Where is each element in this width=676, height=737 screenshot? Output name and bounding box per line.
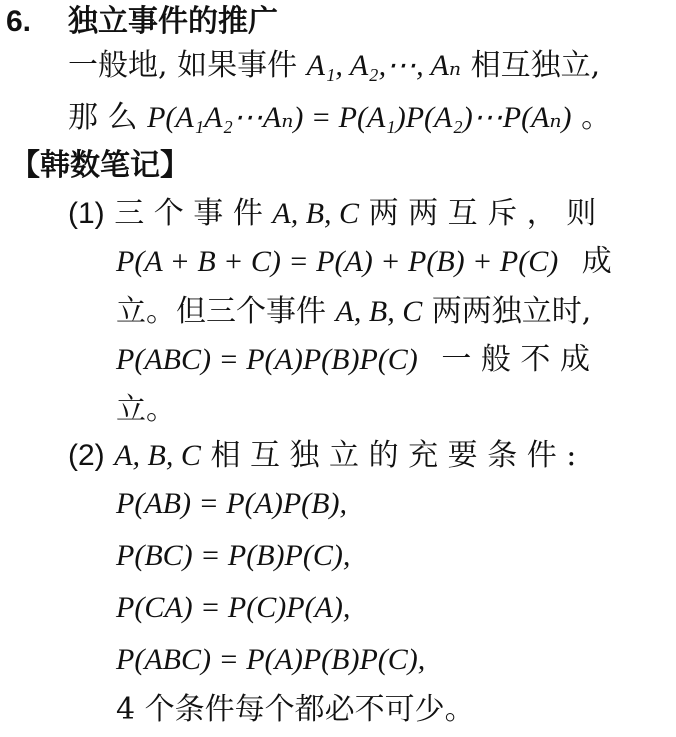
section-title: 独立事件的推广 (68, 4, 278, 39)
note-item1-l2-math: P(A + B + C) = P(A) + P(B) + P(C) (116, 245, 559, 278)
note-item2-conclusion: 4 个条件每个都必不可少。 (116, 692, 475, 727)
note-item2-eq3: P(CA) = P(C)P(A), (116, 591, 351, 624)
section-line2-head: 那 么 (68, 100, 138, 135)
note-item2-eq4: P(ABC) = P(A)P(B)P(C), (116, 643, 426, 676)
note-item1-l4-math: P(ABC) = P(A)P(B)P(C) (116, 343, 418, 376)
note-item2-eq2: P(BC) = P(B)P(C), (116, 539, 351, 572)
note-item1-l3-tail: 两两独立时, (431, 294, 592, 329)
note-item1-line-3 (116, 292, 591, 332)
note-item2-l1-math: A, B, C (114, 439, 201, 472)
note-item1-line-4 (116, 340, 590, 380)
note-item1-l3-math: A, B, C (335, 295, 423, 328)
note-item2-number: (2) (68, 439, 105, 472)
note-item2-line-1 (68, 436, 576, 476)
note-item1-l5-text: 立。 (116, 392, 176, 427)
note-item2-eq1: P(AB) = P(A)P(B), (116, 487, 347, 520)
section-line1-text: 一般地, 如果事件 (68, 48, 298, 83)
section-line1-tail: 相互独立, (470, 48, 601, 83)
section-line1-math: A₁, A₂,⋯, Aₙ (306, 49, 462, 82)
section-line-2 (68, 98, 611, 138)
note-item1-l1-tail: 两 两 互 斥 ， 则 (368, 196, 597, 231)
section-line-1 (68, 46, 600, 86)
note-item1-line-2 (116, 242, 612, 282)
note-item1-line-1 (68, 194, 596, 234)
note-item1-l1-math: A, B, C (272, 197, 360, 230)
note-item1-l1-text: 三 个 事 件 (114, 196, 263, 231)
section-line2-tail: 。 (581, 100, 612, 135)
section-line2-math: P(A₁A₂⋯Aₙ) = P(A₁)P(A₂)⋯P(Aₙ) (147, 101, 572, 134)
section-number: 6. (6, 5, 32, 38)
note-item1-line-5 (116, 390, 176, 430)
note-item2-l1-tail: 相 互 独 立 的 充 要 条 件 : (210, 438, 577, 473)
note-item1-l2-tail: 成 (581, 244, 612, 279)
note-item1-l4-tail: 一 般 不 成 (441, 342, 590, 377)
note-item1-number: (1) (68, 197, 105, 230)
note-item1-l3-head: 立。但三个事件 (116, 294, 326, 329)
note-title: 【韩数笔记】 (10, 148, 190, 183)
